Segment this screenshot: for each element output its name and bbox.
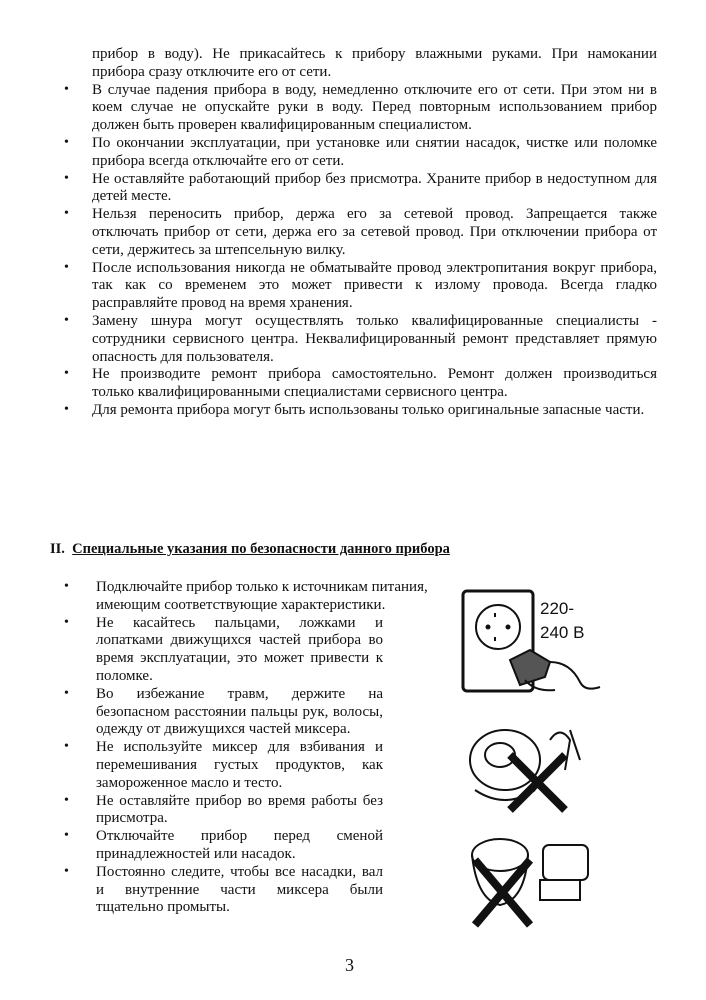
list-item (64, 739, 383, 792)
bullet-icon: • (64, 579, 69, 594)
bullet-icon: • (64, 739, 69, 755)
section-title: Специальные указания по безопасности данного прибора (72, 541, 450, 557)
list-item (64, 170, 657, 207)
bullet-icon: • (64, 366, 69, 382)
text-line: Во избежание травм, держите на (96, 685, 383, 702)
page-number: 3 (345, 955, 354, 975)
bullet-icon: • (64, 206, 69, 222)
text-line: присмотра. (96, 810, 168, 827)
text-line: сотрудники сервисного центра. Неквалифицированный ремонт представляет прямую (92, 330, 657, 347)
text-line: Замену шнура могут осуществлять только квалифицированные специалисты - (92, 312, 657, 329)
text-line: время эксплуатации, это может привести к (96, 650, 383, 667)
list-item (64, 206, 657, 259)
text-line: детей месте. (92, 188, 172, 205)
text-line: и внутренние части миксера были (96, 881, 383, 898)
bullet-icon: • (64, 863, 69, 879)
text-line: После использования никогда не обматывайте провод электропитания вокруг прибора, (92, 259, 657, 276)
list-item (64, 366, 657, 402)
text-line: принадлежностей или насадок. (96, 845, 296, 862)
special-safety-list (64, 579, 428, 917)
section-heading (50, 541, 450, 558)
bullet-icon: • (64, 81, 69, 97)
section-number: II. (50, 541, 65, 557)
text-line: прибора сразу отключите его от сети. (92, 63, 332, 80)
text-line: перемешивания густых продуктов, как (96, 756, 383, 773)
text-line: одежду от движущихся частей миксера. (96, 721, 351, 738)
bullet-icon: • (64, 614, 69, 630)
bullet-icon: • (64, 259, 69, 275)
list-item (64, 401, 657, 420)
list-item (64, 579, 428, 615)
voltage-label (540, 597, 584, 645)
text-line: прибор в воду). Не прикасайтесь к прибору влажными руками. При намокании (92, 46, 657, 62)
text-line: Постоянно следите, чтобы все насадки, вал (96, 863, 383, 880)
text-line: только квалифицированными специалистами сервисного центра. (92, 384, 508, 401)
text-line: лопатками движущихся частей прибора во (96, 632, 383, 649)
text-line: безопасном расстоянии пальцы рук, волосы, (96, 703, 383, 720)
bullet-icon: • (64, 792, 69, 808)
mixer-hands-prohibited-illustration (455, 710, 605, 820)
text-line: Для ремонта прибора могут быть использованы только оригинальные запасные части. (92, 401, 645, 418)
list-item (64, 81, 657, 135)
list-item-continuation (92, 46, 657, 82)
bullet-icon: • (64, 134, 69, 150)
text-line: прибора всегда отключайте его от сети. (92, 152, 345, 169)
voltage-line: 220- (540, 599, 575, 618)
bullet-icon: • (64, 170, 69, 186)
text-line: Не оставляйте работающий прибор без присмотра. Храните прибор в недоступном для (92, 170, 657, 187)
text-line: Не касайтесь пальцами, ложками и (96, 614, 383, 631)
list-item (64, 312, 657, 366)
text-line: Нельзя переносить прибор, держа его за сетевой провод. Запрещается также (92, 206, 657, 223)
list-item (64, 828, 383, 864)
bullet-icon: • (64, 312, 69, 328)
text-line: Не оставляйте прибор во время работы без (96, 792, 383, 809)
text-line: поломке. (96, 667, 153, 684)
text-line: имеющим соответствующие характеристики. (96, 596, 386, 613)
list-item (64, 863, 383, 917)
voltage-line: 240 В (540, 623, 585, 642)
text-line: отключать прибор от сети, держа его за сетевой провод. При отключении прибора от (92, 223, 657, 240)
text-line: Отключайте прибор перед сменой (96, 828, 383, 845)
text-line: так как со временем это может привести к излому провода. Всегда гладко (92, 277, 657, 294)
text-line: Не производите ремонт прибора самостоятельно. Ремонт должен производиться (92, 366, 657, 383)
list-item (64, 685, 383, 739)
list-item (64, 259, 657, 313)
text-line: По окончании эксплуатации, при установке или снятии насадок, чистке или поломке (92, 134, 657, 151)
list-item (64, 792, 383, 829)
general-safety-list (64, 46, 657, 420)
text-line: должен быть проверен квалифицированным специалистом. (92, 117, 472, 134)
list-item (64, 134, 657, 171)
text-line: расправляйте провод на время хранения. (92, 295, 353, 312)
text-line: Подключайте прибор только к источникам питания, (96, 579, 428, 595)
text-line: Не используйте миксер для взбивания и (96, 739, 383, 756)
text-line: опасность для пользователя. (92, 348, 274, 365)
text-line: коем случае не опускайте руки в воду. Перед повторным использованием прибор (92, 99, 657, 116)
bullet-icon: • (64, 685, 69, 701)
bullet-icon: • (64, 401, 69, 417)
text-line: замороженное масло и тесто. (96, 774, 283, 791)
list-item (64, 614, 383, 686)
mixer-dough-prohibited-illustration (455, 825, 605, 935)
bullet-icon: • (64, 828, 69, 844)
text-line: сети, держитесь за штепсельную вилку. (92, 241, 346, 258)
text-line: В случае падения прибора в воду, немедленно отключите его от сети. При этом ни в (92, 81, 657, 98)
text-line: тщательно промыты. (96, 899, 230, 916)
